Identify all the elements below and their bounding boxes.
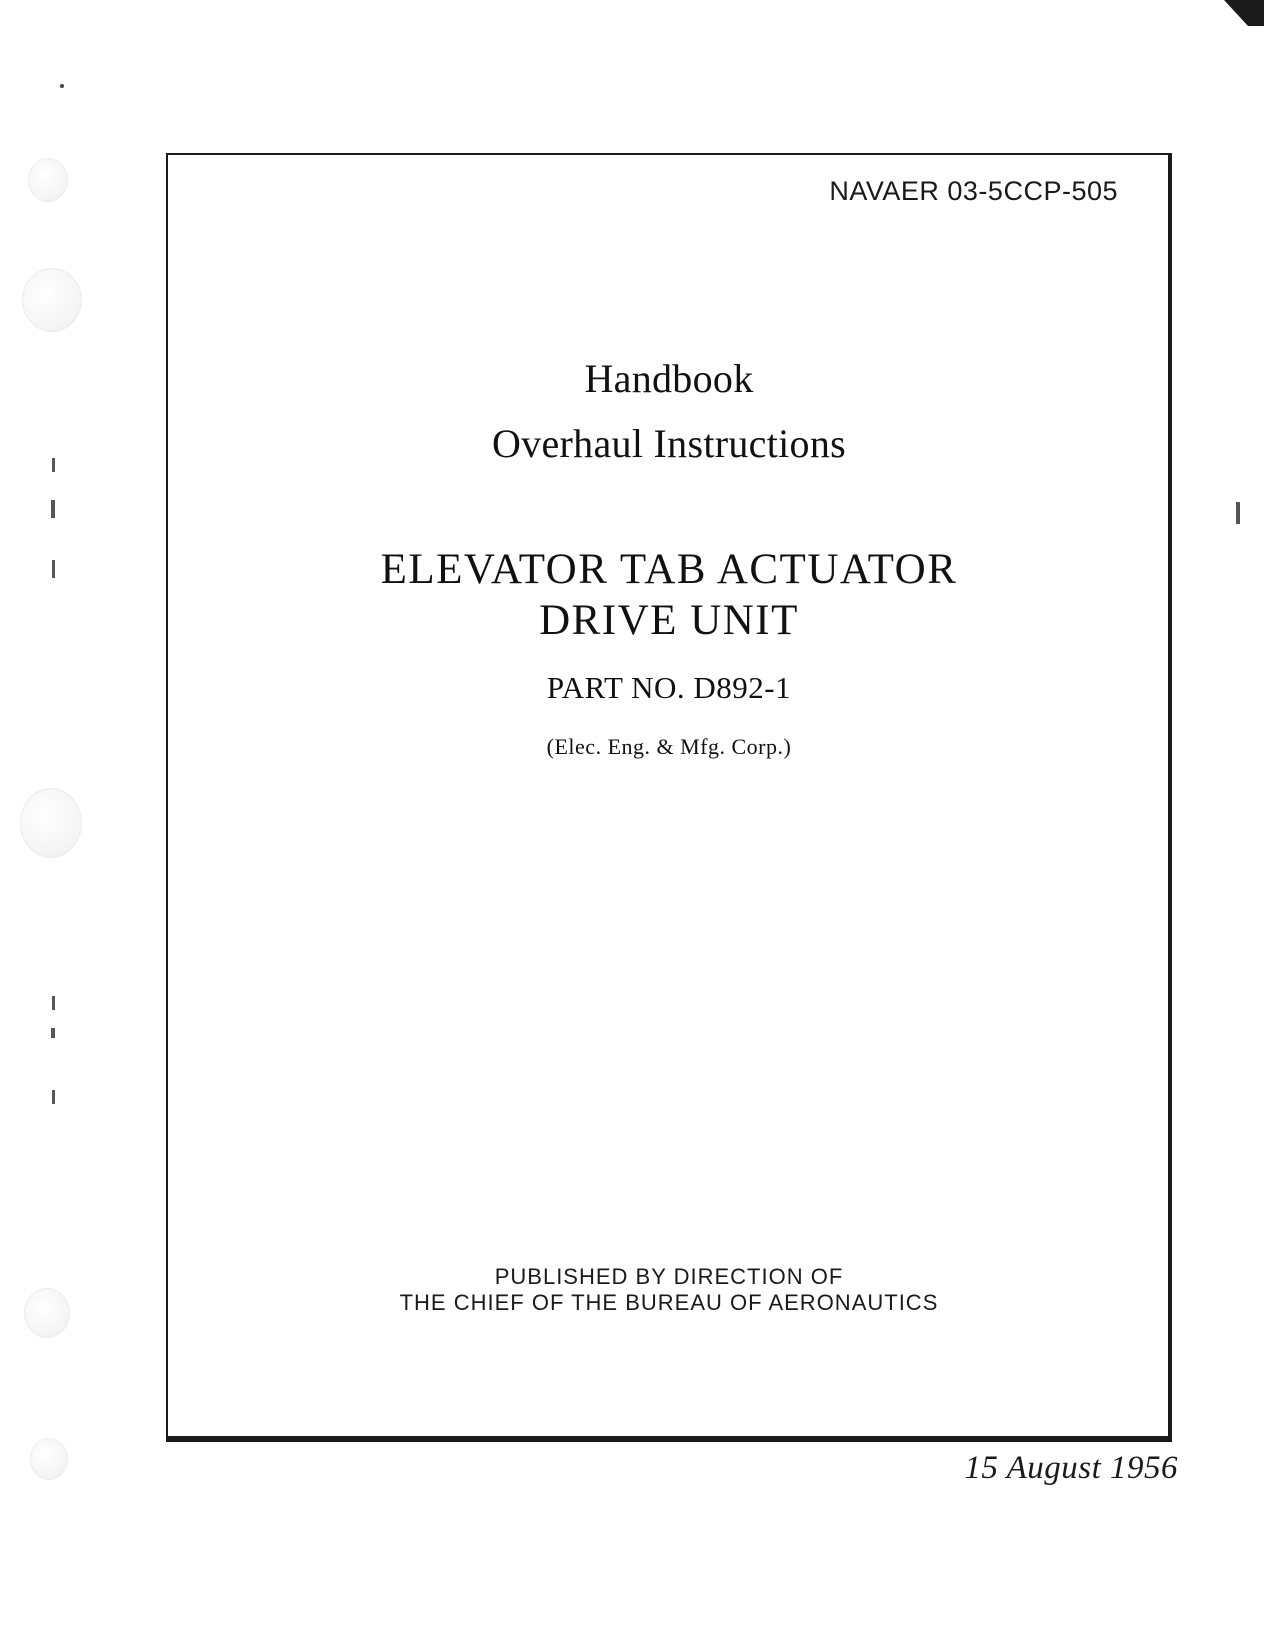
binder-hole [30,1438,68,1480]
document-number: NAVAER 03-5CCP-505 [829,176,1118,206]
binder-mark [52,458,55,472]
publication-date: 15 August 1956 [964,1450,1178,1486]
binder-hole [20,788,82,858]
binder-mark [60,84,64,88]
publisher-line-1: PUBLISHED BY DIRECTION OF [494,1264,844,1289]
handbook-heading: Handbook [584,356,754,401]
document-title-line-2: DRIVE UNIT [539,597,799,644]
document-title-line-1: ELEVATOR TAB ACTUATOR [380,546,958,593]
binder-hole [22,268,82,332]
binder-mark [52,996,55,1010]
binder-mark [1236,502,1240,524]
manufacturer-name: (Elec. Eng. & Mfg. Corp.) [546,734,792,759]
binder-mark [52,1090,55,1104]
cover-border [166,153,1172,1442]
publisher-line-2: THE CHIEF OF THE BUREAU OF AERONAUTICS [399,1290,939,1315]
binder-mark [52,560,55,578]
document-subtitle: Overhaul Instructions [492,421,846,466]
folded-corner [1224,0,1264,26]
binder-mark [51,1028,55,1038]
binder-hole [28,158,68,202]
binder-mark [51,500,55,518]
binder-hole [24,1288,70,1338]
part-number: PART NO. D892-1 [546,670,792,705]
